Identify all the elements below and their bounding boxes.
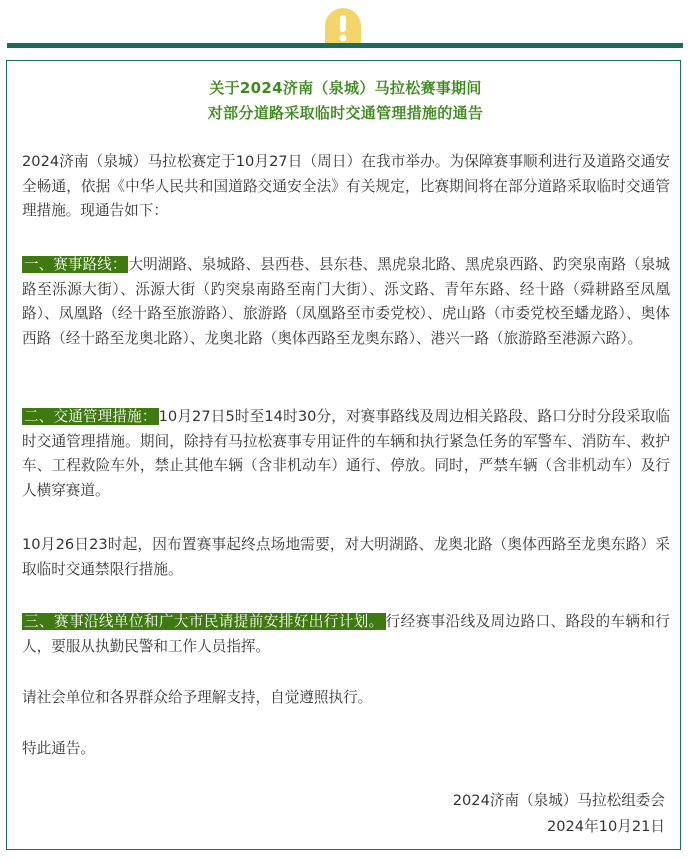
section3-heading: 三、赛事沿线单位和广大市民请提前安排好出行计划。 [24,613,384,630]
notice-title-line1: 关于2024济南（泉城）马拉松赛事期间 [209,79,482,97]
exclamation-icon [325,8,361,46]
section1-heading: 一、赛事路线： [24,256,127,273]
section3-paragraph [22,610,670,659]
section3-body: 行经赛事沿线及周边路口、路段的车辆和行人，要服从执勤民警和工作人员指挥。 [22,613,670,655]
signature-org: 2024济南（泉城）马拉松组委会 [452,792,665,809]
notice-badge [325,8,361,46]
section1-paragraph [22,253,670,351]
intro-paragraph: 2024济南（泉城）马拉松赛定于10月27日（周日）在我市举办。为保障赛事顺利进行及道路交通安全畅通，依据《中华人民共和国道路交通安全法》有关规定，比赛期间将在部分道路采取临时交通管理措施。现通告如下： [22,153,670,219]
section2-heading: 二、交通管理措施： [24,408,157,425]
closing-paragraph: 特此通告。 [22,740,95,757]
section1-body: 大明湖路、泉城路、县西巷、县东巷、黑虎泉北路、黑虎泉西路、趵突泉南路（泉城路至泺源大街）、泺源大街（趵突泉南路至南门大街）、泺文路、青年东路、经十路（舜耕路至凤凰路）、凤凰路（经十路至旅游路）、旅游路（凤凰路至市委党校）、虎山路（市委党校至蟠龙路）、奥体西路（经十路至龙奥北路）、龙奥北路（奥体西路至龙奥东路）、港兴一路（旅游路至港源六路）。 [22,256,670,347]
signature-date: 2024年10月21日 [546,818,665,835]
appeal-paragraph: 请社会单位和各界群众给予理解支持，自觉遵照执行。 [22,689,373,706]
section2-paragraph [22,405,670,503]
oct26-paragraph: 10月26日23时起，因布置赛事起终点场地需要，对大明湖路、龙奥北路（奥体西路至龙奥东路）采取临时交通禁限行措施。 [22,536,670,578]
header-divider [7,43,683,48]
notice-title-line2: 对部分道路采取临时交通管理措施的通告 [207,104,484,122]
section2-body: 10月27日5时至14时30分，对赛事路线及周边相关路段、路口分时分段采取临时交通管理措施。期间，除持有马拉松赛事专用证件的车辆和执行紧急任务的军警车、消防车、救护车、工程救险车外，禁止其他车辆（含非机动车）通行、停放。同时，严禁车辆（含非机动车）及行人横穿赛道。 [22,408,670,499]
